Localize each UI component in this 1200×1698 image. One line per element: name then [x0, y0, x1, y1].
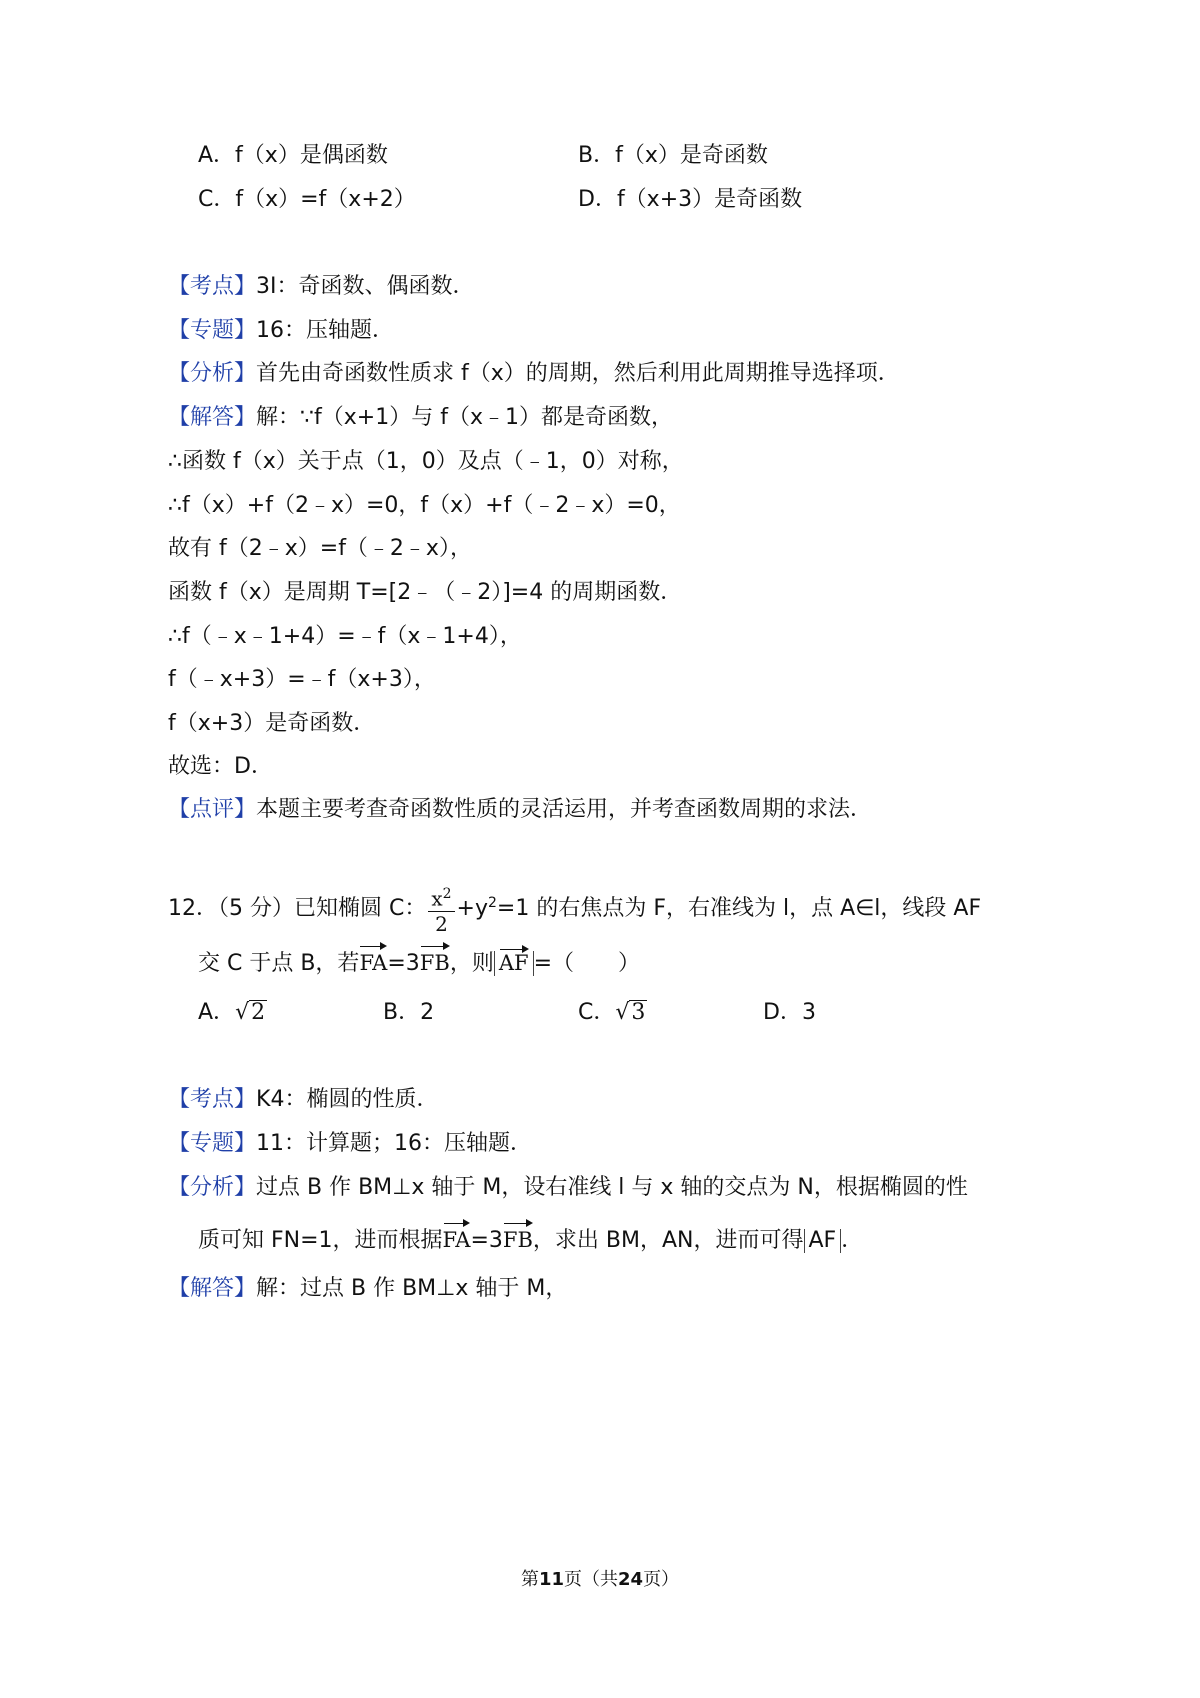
- q11-zhuanti: [168, 316, 394, 346]
- zhuanti-tag: 【专题】: [168, 1131, 257, 1156]
- sqrt-radicand: 3: [631, 1000, 646, 1025]
- fenxi2-start: 质可知 FN=1，进而根据: [198, 1228, 443, 1253]
- jieda-text: 解：∵f（x+1）与 f（x﹣1）都是奇函数，: [256, 405, 673, 430]
- zhuanti-text: 16：压轴题．: [256, 318, 395, 343]
- q11-jieda: [168, 403, 673, 433]
- q11-fenxi: [168, 359, 900, 389]
- frac-exponent: 2: [442, 886, 452, 903]
- page-footer: [0, 1565, 1200, 1591]
- zhuanti-tag: 【专题】: [168, 318, 257, 343]
- solution-line: ∴函数 f（x）关于点（1，0）及点（﹣1，0）对称，: [168, 449, 684, 474]
- fenxi-text: 过点 B 作 BM⊥x 轴于 M，设右准线 l 与 x 轴的交点为 N，根据椭圆的性: [256, 1175, 968, 1200]
- sqrt-icon: √2: [235, 1000, 266, 1025]
- abs-af: [494, 951, 534, 976]
- fenxi2-end: ．: [841, 1228, 864, 1253]
- solution-line: f（﹣x+3）=﹣f（x+3），: [168, 667, 436, 692]
- q12-fenxi: [168, 1173, 968, 1203]
- solution-line: ∴f（x）+f（2﹣x）=0，f（x）+f（﹣2﹣x）=0，: [168, 493, 681, 518]
- solution-line: 函数 f（x）是周期 T=[2﹣（﹣2）]=4 的周期函数．: [168, 580, 683, 605]
- q12-line2-start: 交 C 于点 B，若: [198, 951, 360, 976]
- q12-stem-end: =1 的右焦点为 F，右准线为 l，点 A∈l，线段 AF: [496, 896, 982, 921]
- q12-eq3: =3: [387, 951, 420, 976]
- jieda-tag: 【解答】: [168, 405, 257, 430]
- q12-stem-plus: +y: [456, 896, 488, 921]
- dianping-text: 本题主要考查奇函数性质的灵活运用，并考查函数周期的求法．: [256, 797, 873, 822]
- kaodian-tag: 【考点】: [168, 274, 257, 299]
- vector-fa: FA: [443, 1225, 471, 1255]
- q12-zhuanti: [168, 1129, 532, 1159]
- jieda-tag: 【解答】: [168, 1276, 257, 1301]
- q12-stem-line2: [198, 948, 640, 978]
- q12-option-d: D．3: [763, 1000, 816, 1025]
- vector-fb: FB: [420, 948, 450, 978]
- sqrt-icon: √3: [615, 1000, 646, 1025]
- q11-option-d: D．f（x+3）是奇函数: [578, 187, 803, 212]
- abs-af-text: AF: [804, 1229, 842, 1253]
- q12-jieda: [168, 1274, 567, 1304]
- footer-post: 页）: [643, 1569, 680, 1590]
- frac-numerator: x: [431, 886, 443, 911]
- option-a-label: A．: [198, 1000, 236, 1025]
- q11-kaodian: [168, 272, 475, 302]
- q12-option-c: [578, 998, 647, 1028]
- zhuanti-text: 11：计算题；16：压轴题．: [256, 1131, 533, 1156]
- kaodian-tag: 【考点】: [168, 1087, 257, 1112]
- footer-mid: 页（共: [564, 1569, 618, 1590]
- vector-fa: FA: [359, 948, 387, 978]
- q12-fenxi-line2: [198, 1225, 863, 1255]
- jieda-text: 解：过点 B 作 BM⊥x 轴于 M，: [256, 1276, 568, 1301]
- q11-option-b: B．f（x）是奇函数: [578, 143, 768, 168]
- q12-stem-start: 12．（5 分）已知椭圆 C：: [168, 896, 427, 921]
- q12-stem-line1: [168, 873, 982, 936]
- q12-option-a: [198, 998, 267, 1028]
- fenxi2-eq3: =3: [470, 1228, 503, 1253]
- solution-line: 故选：D．: [168, 754, 273, 779]
- q12-option-b: B．2: [383, 1000, 435, 1025]
- frac-denominator: 2: [435, 911, 448, 936]
- solution-line: ∴f（﹣x﹣1+4）=﹣f（x﹣1+4），: [168, 624, 522, 649]
- total-pages: 24: [618, 1569, 644, 1590]
- solution-line: f（x+3）是奇函数．: [168, 711, 376, 736]
- q12-line2-end: =（ ）: [533, 951, 641, 976]
- q12-line2-then: ，则: [449, 951, 494, 976]
- fraction-x2-over-2: [428, 882, 454, 936]
- sqrt-radicand: 2: [251, 1000, 266, 1025]
- q11-option-a: A．f（x）是偶函数: [198, 143, 388, 168]
- kaodian-text: K4：椭圆的性质．: [256, 1087, 439, 1112]
- fenxi2-mid: ，求出 BM，AN，进而可得: [532, 1228, 804, 1253]
- q12-y-exponent: 2: [488, 895, 497, 911]
- q12-kaodian: [168, 1085, 438, 1115]
- fenxi-text: 首先由奇函数性质求 f（x）的周期，然后利用此周期推导选择项．: [256, 361, 900, 386]
- page-number: 11: [538, 1569, 564, 1590]
- q11-option-c: C．f（x）=f（x+2）: [198, 187, 416, 212]
- option-c-label: C．: [578, 1000, 616, 1025]
- solution-line: 故有 f（2﹣x）=f（﹣2﹣x），: [168, 536, 472, 561]
- vector-af: AF: [498, 951, 529, 975]
- dianping-tag: 【点评】: [168, 797, 257, 822]
- footer-pre: 第: [520, 1569, 539, 1590]
- kaodian-text: 3I：奇函数、偶函数．: [256, 274, 475, 299]
- vector-fb: FB: [503, 1225, 533, 1255]
- q11-dianping: [168, 795, 872, 825]
- fenxi-tag: 【分析】: [168, 1175, 257, 1200]
- fenxi-tag: 【分析】: [168, 361, 257, 386]
